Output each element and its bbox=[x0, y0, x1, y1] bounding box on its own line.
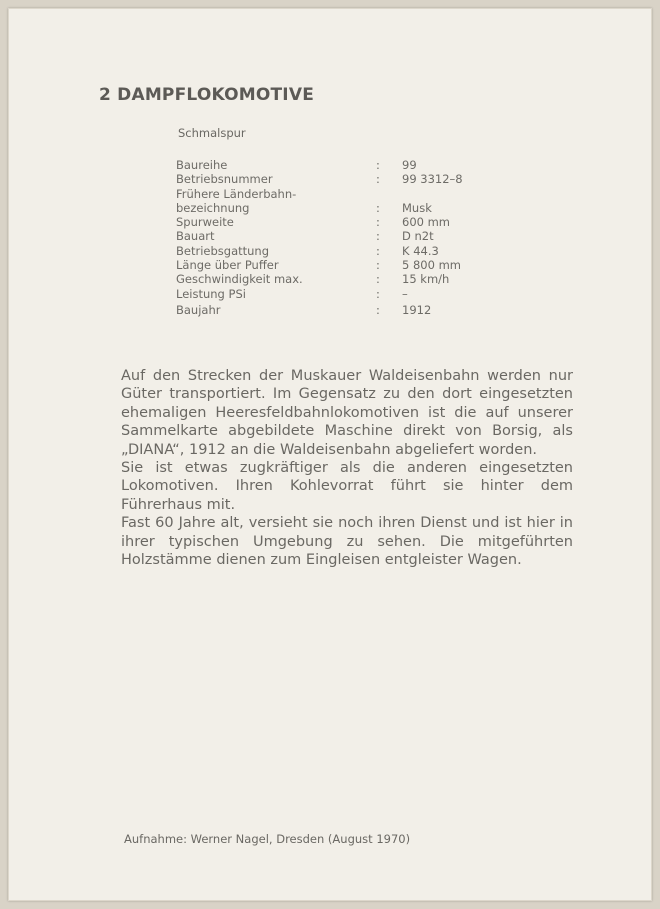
spec-row bbox=[176, 215, 476, 229]
spec-value: Musk bbox=[402, 200, 432, 215]
spec-label: bezeichnung bbox=[176, 200, 250, 215]
spec-label: Baureihe bbox=[176, 158, 228, 172]
card-title: 2 DAMPFLOKOMOTIVE bbox=[99, 85, 315, 105]
spec-separator: : bbox=[376, 200, 380, 215]
spec-label: Frühere Länderbahn- bbox=[176, 186, 297, 201]
postcard-back bbox=[8, 8, 652, 901]
spec-value: 5 800 mm bbox=[402, 258, 461, 273]
spec-separator: : bbox=[376, 172, 380, 187]
spec-label: Leistung PSi bbox=[176, 286, 246, 301]
spec-value: K 44.3 bbox=[402, 243, 439, 258]
spec-value: 99 bbox=[402, 158, 417, 172]
description-paragraph: Fast 60 Jahre alt, versieht sie noch ihren Dienst und ist hier in ihrer typischen Umgebung zu sehen. Die mitgeführten Holzstämme dienen zum Eingleisen entgleister Wagen. bbox=[121, 515, 573, 569]
description-text bbox=[121, 367, 573, 569]
description-paragraph: Auf den Strecken der Muskauer Waldeisenbahn werden nur Güter transportiert. Im Gegensatz zu den dort eingesetzten ehemaligen Heeresfeldbahnlokomotiven ist die auf unserer Sammelkarte abgebildete Maschine direkt von Borsig, als „DIANA“, 1912 an die Waldeisenbahn abgeliefert worden. bbox=[121, 368, 573, 458]
spec-label: Geschwindigkeit max. bbox=[176, 272, 303, 287]
spec-separator: : bbox=[376, 302, 380, 317]
spec-label: Betriebsgattung bbox=[176, 243, 270, 258]
card-subtitle: Schmalspur bbox=[178, 126, 246, 140]
spec-row bbox=[176, 172, 476, 186]
spec-row bbox=[176, 272, 476, 286]
spec-label: Baujahr bbox=[176, 302, 221, 317]
spec-row bbox=[176, 158, 476, 172]
spec-value: 99 3312–8 bbox=[402, 172, 463, 187]
spec-separator: : bbox=[376, 286, 380, 301]
spec-label: Bauart bbox=[176, 229, 215, 244]
spec-row bbox=[176, 303, 476, 317]
spec-separator: : bbox=[376, 258, 380, 273]
spec-table bbox=[176, 158, 476, 317]
spec-value: D n2t bbox=[402, 229, 434, 244]
spec-separator: : bbox=[376, 215, 380, 230]
spec-row bbox=[176, 244, 476, 258]
spec-label: Spurweite bbox=[176, 215, 234, 230]
spec-value: – bbox=[402, 286, 408, 301]
spec-label: Betriebsnummer bbox=[176, 172, 273, 187]
spec-row bbox=[176, 258, 476, 272]
spec-separator: : bbox=[376, 243, 380, 258]
spec-row bbox=[176, 187, 476, 201]
spec-value: 600 mm bbox=[402, 215, 451, 230]
photo-credit: Aufnahme: Werner Nagel, Dresden (August 1970) bbox=[124, 832, 411, 846]
description-paragraph: Sie ist etwas zugkräftiger als die anderen eingesetzten Lokomotiven. Ihren Kohlevorrat führt sie hinter dem Führerhaus mit. bbox=[121, 460, 573, 513]
spec-separator: : bbox=[376, 158, 380, 172]
spec-value: 1912 bbox=[402, 302, 432, 317]
spec-value: 15 km/h bbox=[402, 272, 450, 287]
spec-row bbox=[176, 287, 476, 301]
spec-row bbox=[176, 229, 476, 243]
spec-row bbox=[176, 201, 476, 215]
spec-label: Länge über Puffer bbox=[176, 258, 279, 273]
spec-separator: : bbox=[376, 272, 380, 287]
spec-separator: : bbox=[376, 229, 380, 244]
